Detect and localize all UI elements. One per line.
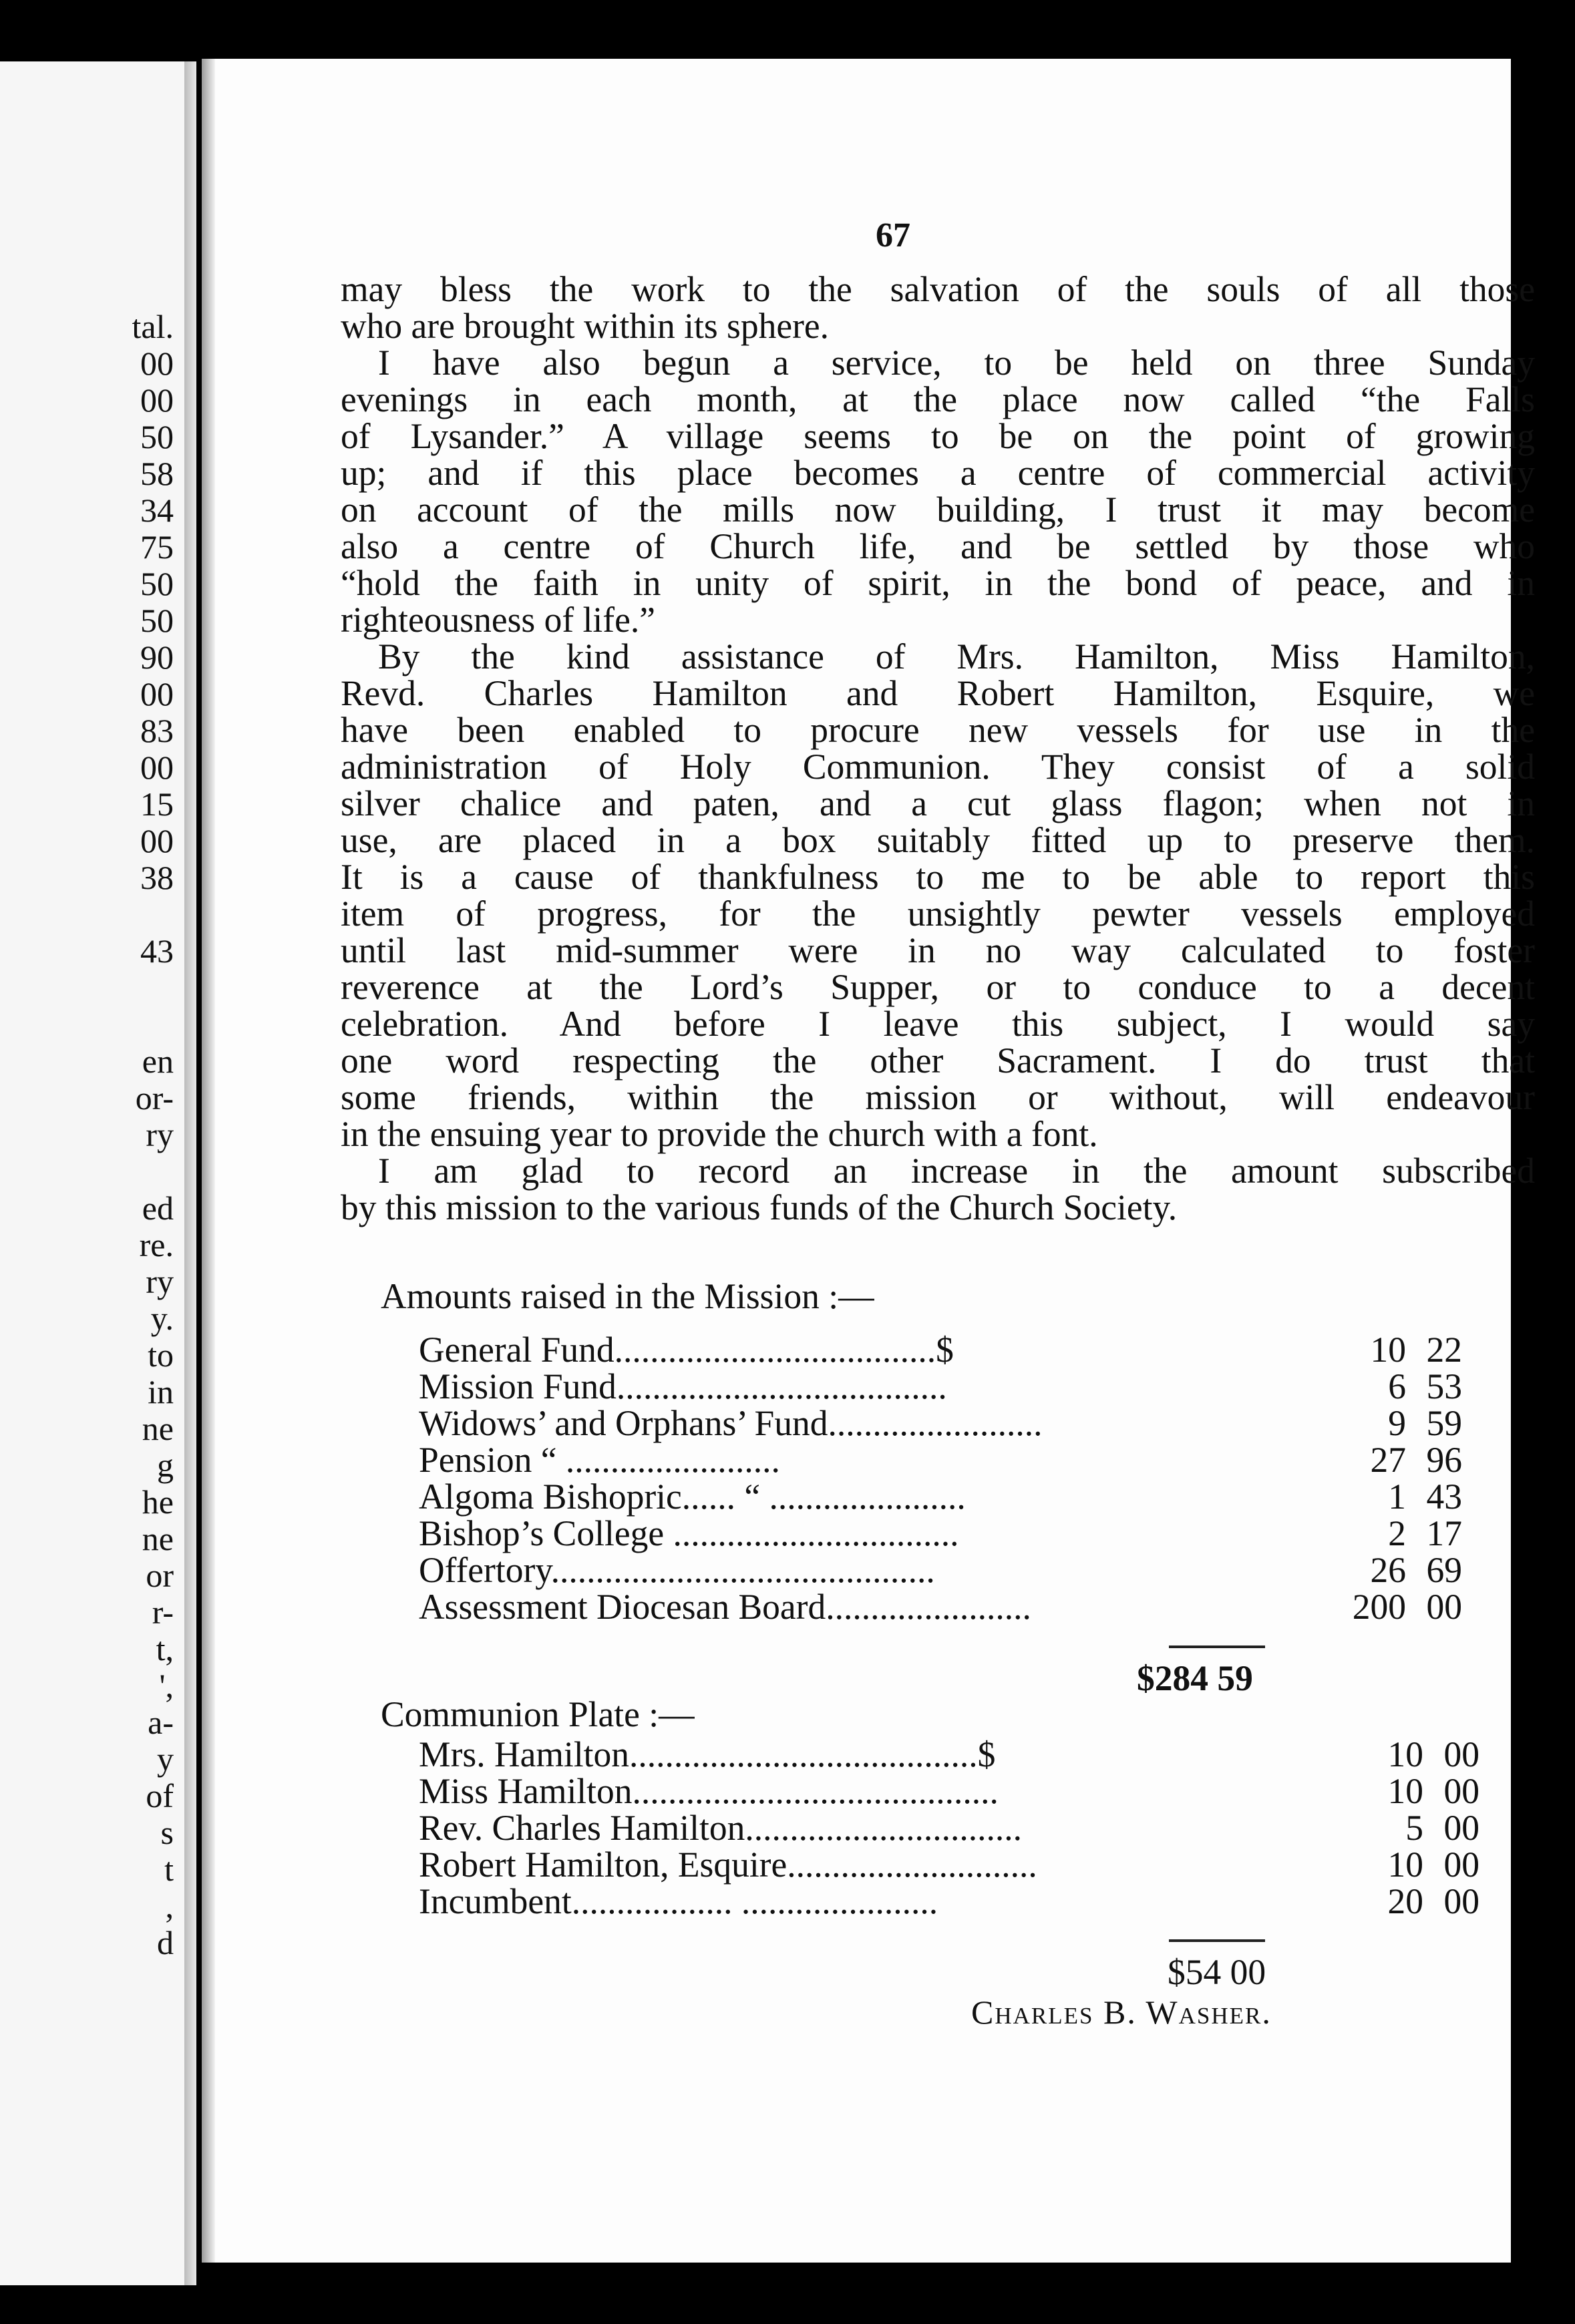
text-line: I am glad to record an increase in the amount subscribed bbox=[378, 1151, 1535, 1191]
communion-heading: Communion Plate :— bbox=[381, 1694, 695, 1734]
text-line: By the kind assistance of Mrs. Hamilton, Miss Hamilton, bbox=[378, 636, 1535, 676]
text-line: silver chalice and paten, and a cut glass flagon; when not in bbox=[341, 783, 1535, 823]
fund-dollars: 10 bbox=[1387, 1734, 1423, 1774]
text-line: righteousness of life.” bbox=[341, 600, 655, 640]
page-gutter-shadow bbox=[202, 59, 215, 2263]
communion-total-rule bbox=[1169, 1939, 1265, 1942]
text-line: one word respecting the other Sacrament. I do trust that bbox=[341, 1040, 1535, 1081]
fund-dollars: 200 bbox=[1352, 1587, 1406, 1627]
fund-row bbox=[419, 1589, 1462, 1625]
fund-dollars: 2 bbox=[1388, 1513, 1406, 1553]
fund-label: Offertory........................................... bbox=[419, 1550, 935, 1590]
text-line: may bless the work to the salvation of the souls of all those bbox=[341, 269, 1535, 309]
fund-cents: 00 bbox=[1443, 1845, 1479, 1885]
fund-label: Widows’ and Orphans’ Fund........................ bbox=[419, 1403, 1043, 1443]
text-line: of Lysander.” A village seems to be on the point of growing bbox=[341, 416, 1535, 456]
main-page bbox=[202, 59, 1535, 2263]
left-page-fragment: t bbox=[164, 1851, 174, 1888]
left-page-fragment bbox=[0, 1006, 180, 1043]
left-page-fragment: 34 bbox=[140, 492, 174, 529]
left-page-fragment: 50 bbox=[140, 419, 174, 455]
text-line: reverence at the Lord’s Supper, or to conduce to a decent bbox=[341, 967, 1535, 1007]
fund-cents: 00 bbox=[1443, 1808, 1479, 1848]
fund-row bbox=[419, 1332, 1462, 1368]
left-page-fragment: 58 bbox=[140, 455, 174, 492]
page-gutter bbox=[184, 61, 196, 2285]
amounts-heading: Amounts raised in the Mission :— bbox=[381, 1276, 874, 1316]
body-text bbox=[341, 271, 1535, 1226]
fund-cents: 00 bbox=[1443, 1881, 1479, 1921]
left-page-fragment: 90 bbox=[140, 639, 174, 676]
fund-row bbox=[419, 1442, 1462, 1479]
fund-label: Robert Hamilton, Esquire............................ bbox=[419, 1845, 1037, 1885]
left-page-fragment bbox=[0, 896, 180, 933]
left-page-fragment: ry bbox=[146, 1117, 174, 1153]
text-line: up; and if this place becomes a centre of commercial activity bbox=[341, 453, 1535, 493]
fund-cents: 00 bbox=[1443, 1771, 1479, 1811]
communion-total: $54 00 bbox=[1168, 1952, 1266, 1992]
fund-row bbox=[419, 1405, 1462, 1442]
left-page-fragment: en bbox=[142, 1043, 174, 1080]
left-page-fragment: s bbox=[160, 1814, 174, 1851]
fund-dollars: 9 bbox=[1388, 1403, 1406, 1443]
fund-cents: 43 bbox=[1426, 1477, 1462, 1517]
left-page-text-fragments bbox=[0, 309, 180, 1961]
text-line: in the ensuing year to provide the church with a font. bbox=[341, 1114, 1098, 1154]
left-page-fragment bbox=[0, 970, 180, 1006]
left-page-fragment: 00 bbox=[140, 749, 174, 786]
left-page-fragment: d bbox=[157, 1925, 174, 1961]
left-page-fragment: 50 bbox=[140, 602, 174, 639]
fund-cents: 53 bbox=[1426, 1366, 1462, 1406]
left-page-fragment: y bbox=[157, 1741, 174, 1778]
left-page-fragment: 50 bbox=[140, 566, 174, 602]
left-page-fragment: he bbox=[142, 1484, 174, 1521]
text-line: It is a cause of thankfulness to me to be able to report this bbox=[341, 857, 1535, 897]
fund-label: Assessment Diocesan Board....................... bbox=[419, 1587, 1031, 1627]
fund-cents: 00 bbox=[1443, 1734, 1479, 1774]
fund-dollars: 10 bbox=[1370, 1330, 1406, 1370]
fund-label: Miss Hamilton......................................... bbox=[419, 1771, 999, 1811]
left-page-fragment: 83 bbox=[140, 713, 174, 749]
text-line: use, are placed in a box suitably fitted up to preserve them. bbox=[341, 820, 1535, 860]
fund-row bbox=[419, 1515, 1462, 1552]
left-page-fragment: or bbox=[146, 1557, 174, 1594]
fund-label: Algoma Bishopric...... “ ...................... bbox=[419, 1477, 966, 1517]
fund-label: Pension “ ........................ bbox=[419, 1440, 780, 1480]
left-page-fragment: 75 bbox=[140, 529, 174, 566]
fund-dollars: 10 bbox=[1387, 1845, 1423, 1885]
fund-row bbox=[419, 1847, 1479, 1883]
left-page-fragment: ry bbox=[146, 1264, 174, 1300]
left-page-fragment: to bbox=[148, 1337, 174, 1374]
left-page-fragment: ', bbox=[159, 1668, 174, 1704]
fund-row bbox=[419, 1552, 1462, 1589]
fund-row bbox=[419, 1883, 1479, 1920]
fund-row bbox=[419, 1810, 1479, 1847]
left-page-fragment: or- bbox=[135, 1080, 174, 1117]
left-page-fragment: in bbox=[148, 1374, 174, 1410]
fund-dollars: 20 bbox=[1387, 1881, 1423, 1921]
text-line: I have also begun a service, to be held on three Sunday bbox=[378, 343, 1535, 383]
fund-cents: 59 bbox=[1426, 1403, 1462, 1443]
fund-label: Rev. Charles Hamilton............................... bbox=[419, 1808, 1022, 1848]
amounts-table bbox=[419, 1332, 1462, 1625]
text-line: administration of Holy Communion. They consist of a solid bbox=[341, 747, 1535, 787]
page-number: 67 bbox=[876, 216, 910, 254]
fund-dollars: 1 bbox=[1388, 1477, 1406, 1517]
fund-dollars: 27 bbox=[1370, 1440, 1406, 1480]
left-page-fragment: of bbox=[146, 1778, 174, 1814]
fund-dollars: 6 bbox=[1388, 1366, 1406, 1406]
text-line: on account of the mills now building, I trust it may become bbox=[341, 490, 1535, 530]
fund-row bbox=[419, 1736, 1479, 1773]
left-page-edge bbox=[0, 61, 192, 2285]
text-line: until last mid-summer were in no way calculated to foster bbox=[341, 930, 1535, 970]
left-page-fragment: ed bbox=[142, 1190, 174, 1227]
fund-label: Mission Fund..................................... bbox=[419, 1366, 947, 1406]
signature: Charles B. Washer. bbox=[971, 1993, 1272, 2031]
fund-cents: 17 bbox=[1426, 1513, 1462, 1553]
left-page-fragment: a- bbox=[148, 1704, 174, 1741]
fund-cents: 00 bbox=[1426, 1587, 1462, 1627]
fund-cents: 69 bbox=[1426, 1550, 1462, 1590]
fund-cents: 22 bbox=[1426, 1330, 1462, 1370]
text-line: have been enabled to procure new vessels for use in the bbox=[341, 710, 1535, 750]
left-page-fragment: 00 bbox=[140, 823, 174, 859]
fund-label: Bishop’s College ................................ bbox=[419, 1513, 959, 1553]
left-page-fragment: g bbox=[157, 1447, 174, 1484]
fund-row bbox=[419, 1368, 1462, 1405]
left-page-fragment bbox=[0, 1153, 180, 1190]
text-line: by this mission to the various funds of the Church Society. bbox=[341, 1187, 1178, 1227]
left-page-fragment: y. bbox=[150, 1300, 174, 1337]
left-page-fragment: 15 bbox=[140, 786, 174, 823]
text-line: some friends, within the mission or without, will endeavour bbox=[341, 1077, 1535, 1117]
left-page-fragment: 00 bbox=[140, 345, 174, 382]
text-line: “hold the faith in unity of spirit, in the bond of peace, and in bbox=[341, 563, 1535, 603]
left-page-fragment: t, bbox=[156, 1631, 174, 1668]
fund-dollars: 5 bbox=[1405, 1808, 1423, 1848]
text-line: Revd. Charles Hamilton and Robert Hamilton, Esquire, we bbox=[341, 673, 1535, 713]
fund-dollars: 10 bbox=[1387, 1771, 1423, 1811]
text-line: item of progress, for the unsightly pewter vessels employed bbox=[341, 894, 1535, 934]
text-line: celebration. And before I leave this subject, I would say bbox=[341, 1004, 1535, 1044]
left-page-fragment: 38 bbox=[140, 859, 174, 896]
fund-label: Mrs. Hamilton.......................................$ bbox=[419, 1734, 996, 1774]
text-line: who are brought within its sphere. bbox=[341, 306, 830, 346]
fund-label: General Fund....................................$ bbox=[419, 1330, 954, 1370]
left-page-fragment: 00 bbox=[140, 382, 174, 419]
fund-row bbox=[419, 1773, 1479, 1810]
left-page-fragment: r- bbox=[152, 1594, 174, 1631]
text-line: evenings in each month, at the place now called “the Falls bbox=[341, 379, 1535, 419]
left-page-fragment: re. bbox=[139, 1227, 174, 1264]
left-page-fragment: tal. bbox=[132, 309, 174, 345]
amounts-total-rule bbox=[1169, 1645, 1265, 1648]
fund-dollars: 26 bbox=[1370, 1550, 1406, 1590]
left-page-fragment: 00 bbox=[140, 676, 174, 713]
left-page-fragment: , bbox=[165, 1888, 174, 1925]
fund-label: Incumbent.................. ...................... bbox=[419, 1881, 938, 1921]
text-line: also a centre of Church life, and be settled by those who bbox=[341, 526, 1535, 566]
left-page-fragment: ne bbox=[142, 1410, 174, 1447]
amounts-total: $284 59 bbox=[1137, 1658, 1253, 1698]
fund-cents: 96 bbox=[1426, 1440, 1462, 1480]
communion-table bbox=[419, 1736, 1479, 1920]
left-page-fragment: ne bbox=[142, 1521, 174, 1557]
left-page-fragment: 43 bbox=[140, 933, 174, 970]
fund-row bbox=[419, 1479, 1462, 1515]
